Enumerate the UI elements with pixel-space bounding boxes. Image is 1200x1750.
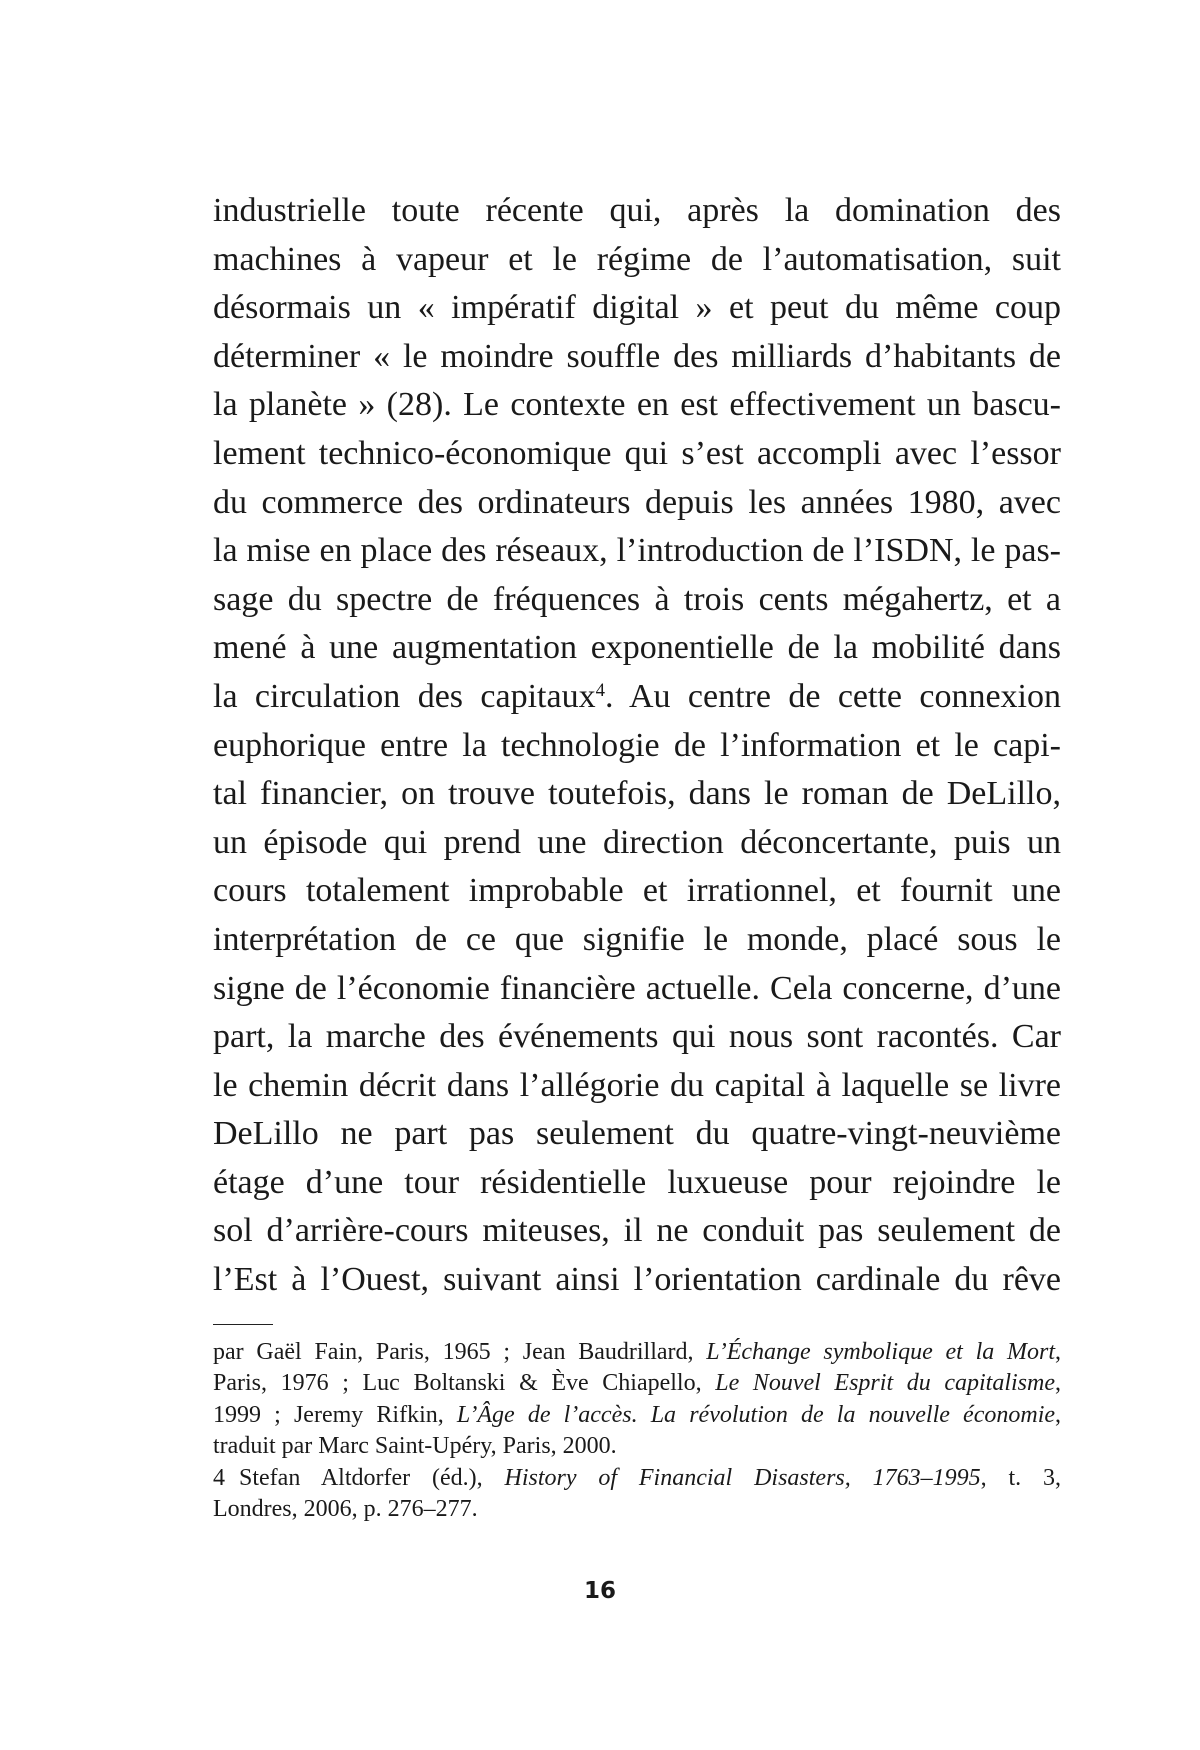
page-number: 16: [583, 1578, 616, 1604]
body-line: du commerce des ordinateurs depuis les années 1980, avec: [213, 483, 1061, 521]
body-line: lement technico-économique qui s’est accompli avec l’essor: [213, 434, 1061, 472]
body-line: signe de l’économie financière actuelle. Cela concerne, d’une: [213, 969, 1061, 1007]
footnote-text: ,: [1055, 1370, 1061, 1397]
body-line-part: . Au centre de cette connexion: [604, 677, 1061, 715]
footnote-text: , t. 3,: [980, 1464, 1061, 1491]
body-line: industrielle toute récente qui, après la domination des: [213, 192, 1061, 229]
footnote-number: 4: [213, 1464, 225, 1491]
footnote-title: Le Nouvel Esprit du capitalisme: [715, 1370, 1055, 1397]
body-line: étage d’une tour résidentielle luxueuse pour rejoindre le: [213, 1163, 1061, 1201]
body-line: part, la marche des événements qui nous sont racontés. Car: [213, 1018, 1061, 1056]
footnote-4: [213, 1463, 1061, 1526]
footnote-separator: [213, 1324, 273, 1325]
footnote-text: par Gaël Fain, Paris, 1965 ; Jean Baudrillard,: [213, 1339, 707, 1365]
body-line: tal financier, on trouve toutefois, dans le roman de DeLillo,: [213, 775, 1061, 813]
body-line: cours totalement improbable et irrationnel, et fournit une: [213, 872, 1061, 910]
footnote-text: ,: [1055, 1339, 1061, 1365]
footnote-text: ,: [1055, 1401, 1061, 1428]
footnote-line: [213, 1400, 1061, 1431]
footnote-reference: 4: [595, 679, 605, 701]
body-line: le chemin décrit dans l’allégorie du capital à laquelle se livre: [213, 1066, 1061, 1104]
footnote-title: History of Financial Disasters, 1763–1995: [504, 1464, 981, 1491]
body-line: euphorique entre la technologie de l’information et le capi-: [213, 726, 1061, 764]
body-line: mené à une augmentation exponentielle de la mobilité dans: [213, 629, 1061, 667]
body-line: sage du spectre de fréquences à trois cents mégahertz, et a: [213, 580, 1061, 618]
body-line: désormais un « impératif digital » et peut du même coup: [213, 289, 1061, 327]
footnote-line: [213, 1463, 1061, 1494]
body-line: machines à vapeur et le régime de l’automatisation, suit: [213, 240, 1061, 278]
footnote-title: L’Échange symbolique et la Mort: [706, 1339, 1055, 1365]
body-line: la mise en place des réseaux, l’introduction de l’ISDN, le pas-: [213, 532, 1061, 570]
footnote-line: [213, 1337, 1061, 1368]
footnotes: [213, 1337, 1061, 1525]
body-line: interprétation de ce que signifie le monde, placé sous le: [213, 920, 1061, 958]
body-line: l’Est à l’Ouest, suivant ainsi l’orientation cardinale du rêve: [213, 1261, 1061, 1299]
footnote-text: Paris, 1976 ; Luc Boltanski & Ève Chiapello,: [213, 1370, 716, 1397]
footnote-title: L’Âge de l’accès. La révolution de la nouvelle économie: [456, 1401, 1056, 1428]
body-line: déterminer « le moindre souffle des milliards d’habitants de: [213, 337, 1061, 375]
body-line-part: la circulation des capitaux: [213, 677, 596, 715]
body-line: DeLillo ne part pas seulement du quatre-vingt-neuvième: [213, 1115, 1061, 1153]
footnote-line: [213, 1368, 1061, 1399]
body-line: un épisode qui prend une direction déconcertante, puis un: [213, 823, 1061, 861]
footnote-continued: [213, 1337, 1061, 1463]
body-line-with-note: [213, 673, 1061, 722]
footnote-text: 1999 ; Jeremy Rifkin,: [213, 1401, 457, 1428]
body-line: sol d’arrière-cours miteuses, il ne conduit pas seulement de: [213, 1212, 1061, 1250]
body-text: [213, 187, 1061, 1305]
body-line: la planète » (28). Le contexte en est effectivement un bascu-: [213, 386, 1061, 424]
footnote-text: Stefan Altdorfer (éd.),: [239, 1464, 505, 1491]
footnote-line: Londres, 2006, p. 276–277.: [213, 1495, 478, 1522]
footnote-line: traduit par Marc Saint-Upéry, Paris, 2000.: [213, 1433, 617, 1460]
